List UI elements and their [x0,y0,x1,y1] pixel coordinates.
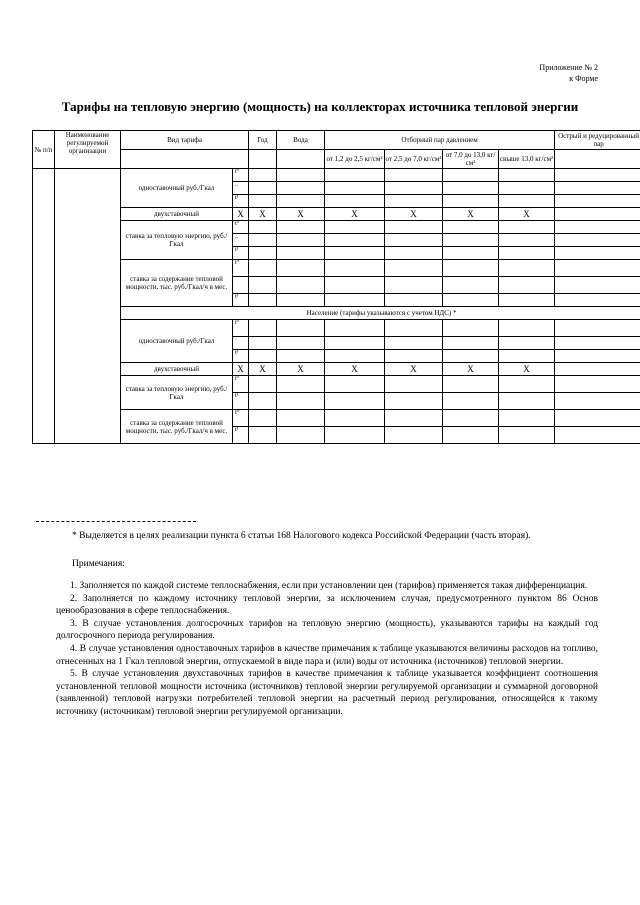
header-num: № п/п [33,131,55,169]
capacity-rate-label-2: ставка за содержание тепловой мощности, тыс. руб./Гкал/ч в мес. [121,410,233,444]
header-p3: от 7,0 до 13,0 кг/см² [443,150,499,169]
header-org: Наименование регулируемой организации [55,131,121,169]
double-rate-label: двухставочный [121,208,233,221]
single-rate-label: одноставочный руб./Гкал [121,169,233,208]
table-row: .. [33,234,640,247]
page-title: Тарифы на тепловую энергию (мощность) на коллекторах источника тепловой энергии [61,99,579,114]
appendix-label [539,62,598,84]
header-p4: свыше 13,0 кг/см² [499,150,555,169]
appendix-line-2: к Форме [569,74,598,83]
tariff-table [32,130,640,444]
header-acute: Острый и редуцированный пар [555,131,640,150]
note-item: 5. В случае установления двухставочных тарифов в качестве примечания к таблице указывается коэффициент соотношения установленной тепловой мощности источника (источников) тепловой энергии регулируемой организации и суммарной договорной (заявленной) тепловой нагрузки потребителей тепловой энергии на расчетный период регулирования, относящейся к такому источнику (источникам) тепловой энергии регулируемой организации. [56,669,598,717]
header-type: Вид тарифа [121,131,249,150]
energy-rate-label-2: ставка за тепловую энергию, руб./Гкал [121,376,233,410]
population-row [33,307,640,320]
note-item: 2. Заполняется по каждому источнику тепловой энергии, за исключением случая, предусмотренного пунктом 86 Основ ценообразования в сфере теплоснабжения. [56,593,598,617]
appendix-line-1: Приложение № 2 [539,63,598,72]
single-rate-label-2: одноставочный руб./Гкал [121,320,233,363]
notes-title: Примечания: [72,559,125,569]
note-item: 4. В случае установления одноставочных тарифов в качестве примечания к таблице указываются величины расходов на топливо, отнесенных на 1 Гкал тепловой энергии, отпускаемой в виде пара и (или) воды от источника (источников) тепловой энергии. [56,643,598,667]
double-rate-label-2: двухставочный [121,363,233,376]
header-water: Вода [277,131,325,150]
note-item: 3. В случае установления долгосрочных тарифов на тепловую энергию (мощность), указываются тарифы на каждый год долгосрочного периода регулирования. [56,618,598,642]
table-row: t¹ [33,195,640,208]
table-row: одноставочный руб./Гкал t⁰ [33,320,640,337]
table-row: t¹ [33,350,640,363]
population-label: Население (тарифы указываются с учетом НДС) * [121,307,640,320]
footnote: * Выделяется в целях реализации пункта 6 статьи 168 Налогового кодекса Российской Федерации (часть вторая). [72,531,531,541]
table-subheader-row [33,150,640,169]
table-row: ставка за содержание тепловой мощности, тыс. руб./Гкал/ч в мес. t⁰ [33,410,640,427]
header-p1: от 1,2 до 2,5 кг/см² [325,150,385,169]
table-row: двухставочный X X X X X X X [33,208,640,221]
table-row: двухставочный X X X X X X X [33,363,640,376]
table-row: ставка за содержание тепловой мощности, тыс. руб./Гкал/ч в мес. t⁰ [33,260,640,277]
notes-list [56,580,598,719]
header-p2: от 2,5 до 7,0 кг/см² [385,150,443,169]
table-row: ставка за тепловую энергию, руб./Гкал t⁰ [33,376,640,393]
table-row: .. [33,182,640,195]
energy-rate-label: ставка за тепловую энергию, руб./Гкал [121,221,233,260]
table-row: t¹ [33,427,640,444]
header-year: Год [249,131,277,150]
table-row: t¹ [33,294,640,307]
table-row: одноставочный руб./Гкал t⁰ [33,169,640,182]
table-row: · [33,337,640,350]
table-row: ставка за тепловую энергию, руб./Гкал t⁰ [33,221,640,234]
header-steam: Отборный пар давлением [325,131,555,150]
footnote-separator [36,521,196,522]
capacity-rate-label: ставка за содержание тепловой мощности, тыс. руб./Гкал/ч в мес. [121,260,233,307]
table-row: t¹ [33,393,640,410]
table-header-row [33,131,640,150]
table-row: t¹ [33,247,640,260]
note-item: 1. Заполняется по каждой системе теплоснабжения, если при установлении цен (тарифов) применяется такая дифференциация. [70,581,588,591]
